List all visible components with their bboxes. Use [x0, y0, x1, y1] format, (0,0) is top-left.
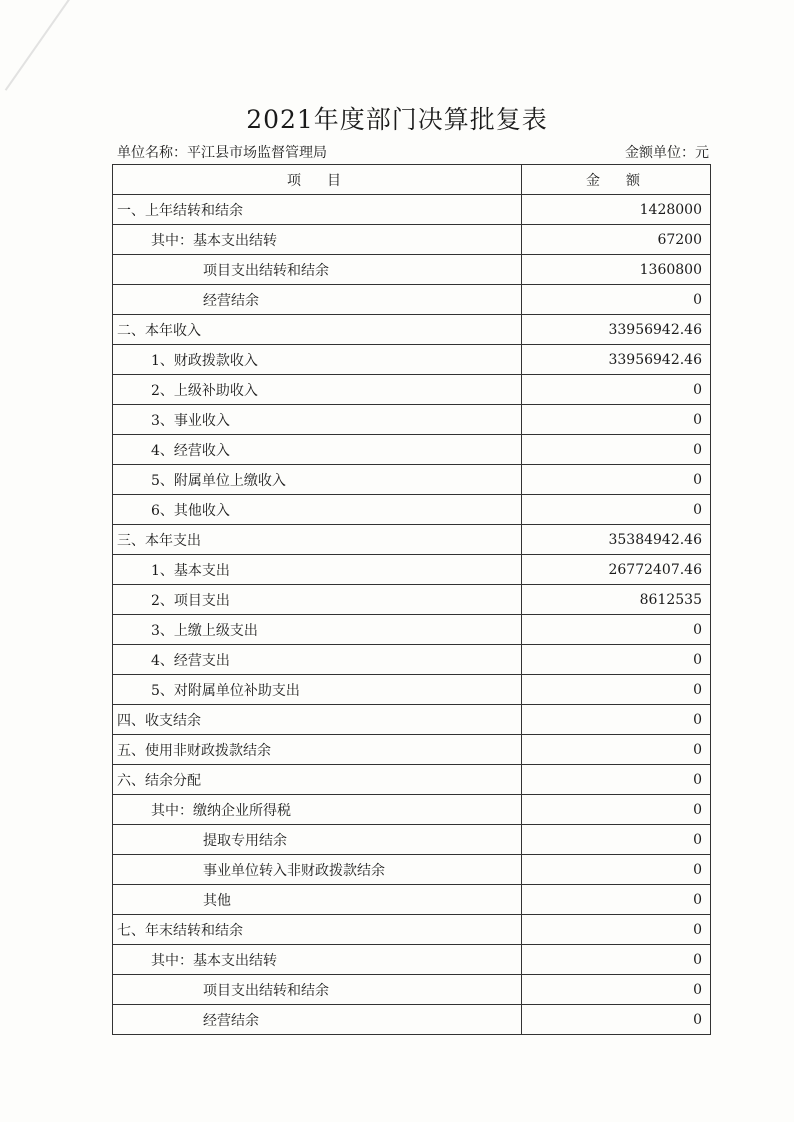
- table-row: [113, 705, 711, 735]
- row-amount: 0: [522, 375, 711, 405]
- row-item-name: 5、附属单位上缴收入: [113, 465, 522, 495]
- row-item-name: 6、其他收入: [113, 495, 522, 525]
- row-amount: 0: [522, 285, 711, 315]
- table-row: [113, 675, 711, 705]
- row-item-name: 1、财政拨款收入: [113, 345, 522, 375]
- row-item-name: 项目支出结转和结余: [113, 975, 522, 1005]
- currency-unit: 金额单位：元: [625, 145, 709, 161]
- table-row: [113, 435, 711, 465]
- row-item-name: 六、结余分配: [113, 765, 522, 795]
- budget-table: [112, 164, 711, 1035]
- row-amount: 0: [522, 975, 711, 1005]
- row-item-name: 其中：缴纳企业所得税: [113, 795, 522, 825]
- row-item-name: 其中：基本支出结转: [113, 225, 522, 255]
- row-amount: 0: [522, 945, 711, 975]
- table-row: [113, 645, 711, 675]
- row-item-name: 七、年末结转和结余: [113, 915, 522, 945]
- column-header-item: 项 目: [113, 165, 522, 195]
- row-amount: 0: [522, 675, 711, 705]
- table-meta: [117, 142, 709, 162]
- row-item-name: 二、本年收入: [113, 315, 522, 345]
- row-item-name: 4、经营收入: [113, 435, 522, 465]
- table-row: [113, 555, 711, 585]
- row-amount: 0: [522, 705, 711, 735]
- row-item-name: 一、上年结转和结余: [113, 195, 522, 225]
- row-item-name: 五、使用非财政拨款结余: [113, 735, 522, 765]
- row-item-name: 四、收支结余: [113, 705, 522, 735]
- scan-artifact: [5, 0, 75, 91]
- row-item-name: 项目支出结转和结余: [113, 255, 522, 285]
- table-row: [113, 915, 711, 945]
- row-amount: 0: [522, 795, 711, 825]
- table-row: [113, 975, 711, 1005]
- row-amount: 0: [522, 735, 711, 765]
- row-amount: 0: [522, 435, 711, 465]
- row-amount: 26772407.46: [522, 555, 711, 585]
- row-amount: 0: [522, 615, 711, 645]
- row-item-name: 5、对附属单位补助支出: [113, 675, 522, 705]
- row-amount: 0: [522, 765, 711, 795]
- table-row: [113, 315, 711, 345]
- table-body: [113, 195, 711, 1035]
- table-row: [113, 735, 711, 765]
- table-row: [113, 825, 711, 855]
- row-amount: 8612535: [522, 585, 711, 615]
- row-amount: 0: [522, 465, 711, 495]
- table-row: [113, 495, 711, 525]
- row-item-name: 3、事业收入: [113, 405, 522, 435]
- row-item-name: 3、上缴上级支出: [113, 615, 522, 645]
- unit-name: 单位名称：平江县市场监督管理局: [117, 145, 327, 161]
- column-header-amount: 金 额: [522, 165, 711, 195]
- table-row: [113, 795, 711, 825]
- row-item-name: 提取专用结余: [113, 825, 522, 855]
- table-header-row: [113, 165, 711, 195]
- row-item-name: 2、项目支出: [113, 585, 522, 615]
- table-row: [113, 405, 711, 435]
- row-item-name: 三、本年支出: [113, 525, 522, 555]
- row-amount: 0: [522, 885, 711, 915]
- table-row: [113, 525, 711, 555]
- row-item-name: 事业单位转入非财政拨款结余: [113, 855, 522, 885]
- table-row: [113, 585, 711, 615]
- row-item-name: 经营结余: [113, 1005, 522, 1035]
- table-row: [113, 765, 711, 795]
- row-amount: 35384942.46: [522, 525, 711, 555]
- row-item-name: 4、经营支出: [113, 645, 522, 675]
- row-amount: 0: [522, 1005, 711, 1035]
- row-item-name: 其中：基本支出结转: [113, 945, 522, 975]
- table-row: [113, 945, 711, 975]
- table-row: [113, 225, 711, 255]
- table-row: [113, 615, 711, 645]
- row-amount: 0: [522, 405, 711, 435]
- row-amount: 1428000: [522, 195, 711, 225]
- table-row: [113, 375, 711, 405]
- row-amount: 33956942.46: [522, 315, 711, 345]
- table-row: [113, 195, 711, 225]
- table-row: [113, 1005, 711, 1035]
- row-amount: 33956942.46: [522, 345, 711, 375]
- table-row: [113, 285, 711, 315]
- table-row: [113, 885, 711, 915]
- table-row: [113, 465, 711, 495]
- page-title: 2021年度部门决算批复表: [246, 105, 548, 134]
- row-item-name: 其他: [113, 885, 522, 915]
- table-row: [113, 855, 711, 885]
- row-item-name: 1、基本支出: [113, 555, 522, 585]
- row-item-name: 2、上级补助收入: [113, 375, 522, 405]
- row-item-name: 经营结余: [113, 285, 522, 315]
- row-amount: 0: [522, 825, 711, 855]
- row-amount: 0: [522, 855, 711, 885]
- row-amount: 0: [522, 645, 711, 675]
- row-amount: 0: [522, 495, 711, 525]
- table-row: [113, 255, 711, 285]
- row-amount: 1360800: [522, 255, 711, 285]
- table-row: [113, 345, 711, 375]
- row-amount: 0: [522, 915, 711, 945]
- row-amount: 67200: [522, 225, 711, 255]
